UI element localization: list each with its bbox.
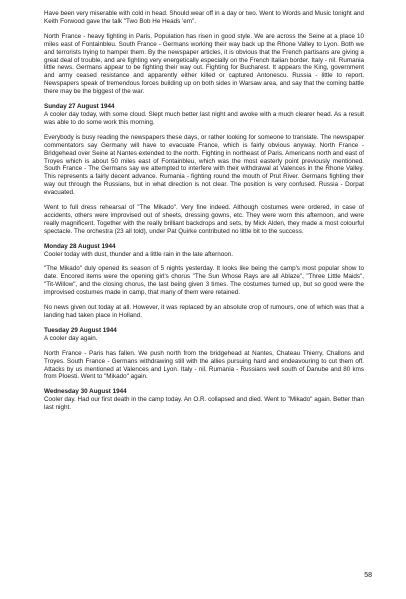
paragraph: A cooler day today, with some cloud. Slept much better last night and awoke with a much clearer head. As a result was able to do some work this morning. (44, 110, 364, 126)
paragraph: Cooler day. Had our first death in the camp today. An O.R. collapsed and died. Went to "Mikado" again. Better than last night. (44, 396, 364, 412)
diary-entry (44, 243, 364, 320)
paragraph: Everybody is busy reading the newspapers these days, or rather looking for someone to translate. The newspaper commentators say Germany will have to evacuate France, which is fairly obvious anyway. North France - Bridgehead over Seine at Nantes extended to the north. Fighting in northeast of Paris. Americans north and east of Troyes which is about 50 miles east of Fontainbleu, which was the most easterly point previously mentioned. South France - The Germans say we attempted to interfere with their withdrawal at Valences in the Rhone Valley. This represents a fairly decent advance. Rumania - fighting round the mouth of Prut River. Germans fighting their way out through the Russians, but in what direction is not clear. The position is very confused. Russia - Dorpat evacuated. (44, 133, 364, 197)
document-page (44, 10, 364, 419)
diary-entry (44, 327, 364, 381)
paragraph: Have been very miserable with cold in head. Should wear off in a day or two. Went to Words and Music tonight and Keith Forwood gave the talk "Two Bob He Heads 'em". (44, 10, 364, 25)
diary-entry (44, 103, 364, 236)
paragraph: North France - heavy fighting in Paris. Population has risen in good style. We are across the Seine at a place 10 miles east of Fontainbleu. South France - Germans working their way back up the Rhone Valley to Lyon. Both we and terrorists trying to hamper them. By the newspaper articles, it is obvious that the French partisans are giving a great deal of trouble, and are fighting very energetically especially on the French Italian border. Italy - nil. Rumania little news. Germans appear to be fighting their way out. Fighting for Bucharest. It appears the King, government and army ceased resistance and apparently either killed or captured Antonescu. Russia - little to report. Newspapers speak of tremendous forces building up on both sides in Warsaw area, and say that the coming battle there may be the biggest of the war. (44, 32, 364, 96)
paragraph: "The Mikado" duly opened its season of 5 nights yesterday. It looks like being the camp's most popular show to date. Encored items were the opening girl's chorus "The Sun Whose Rays are all Ablaze", "Three Little Maids", "Tit-Willow", and the closing chorus, the last being given 3 times. The costumes turned up, but so good were the improvised costumes made in camp, that many of them were retained. (44, 265, 364, 297)
page-number: 58 (364, 572, 372, 579)
paragraph: No news given out today at all. However, it was replaced by an absolute crop of rumours, one of which was that a landing had taken place in Holland. (44, 304, 364, 319)
entry-heading: Monday 28 August 1944 (44, 242, 116, 250)
diary-entry (44, 388, 364, 412)
paragraph: North France - Paris has fallen. We push north from the bridgehead at Nantes, Chateau Thierry, Challons and Troyes. South France - Germans withdrawing still with the allies pursuing hard and endeavouring to cut them off. Attacks by us mentioned at Valences and Lyon. Italy - nil. Rumania - Russians well south of Danube and 80 kms from Ploesti. Went to "Mikado" again. (44, 349, 364, 381)
paragraph: Cooler today with dust, thunder and a little rain in the late afternoon. (44, 250, 234, 258)
entry-heading: Wednesday 30 August 1944 (44, 388, 127, 396)
paragraph: A cooler day again. (44, 334, 98, 342)
paragraph: Went to full dress rehearsal of "The Mikado". Very fine indeed. Although costumes were ordered, in case of accidents, others were improvised out of sheets, dressing gowns, etc. They were worn this afternoon, and were really magnificent. Together with the really brilliant backdrops and sets, by Mick Alden, they made a most colourful spectacle. The orchestra (23 all told), under Pat Quirke contributed no little bit to the success. (44, 204, 364, 235)
entry-heading: Tuesday 29 August 1944 (44, 326, 117, 334)
entry-heading: Sunday 27 August 1944 (44, 103, 115, 111)
